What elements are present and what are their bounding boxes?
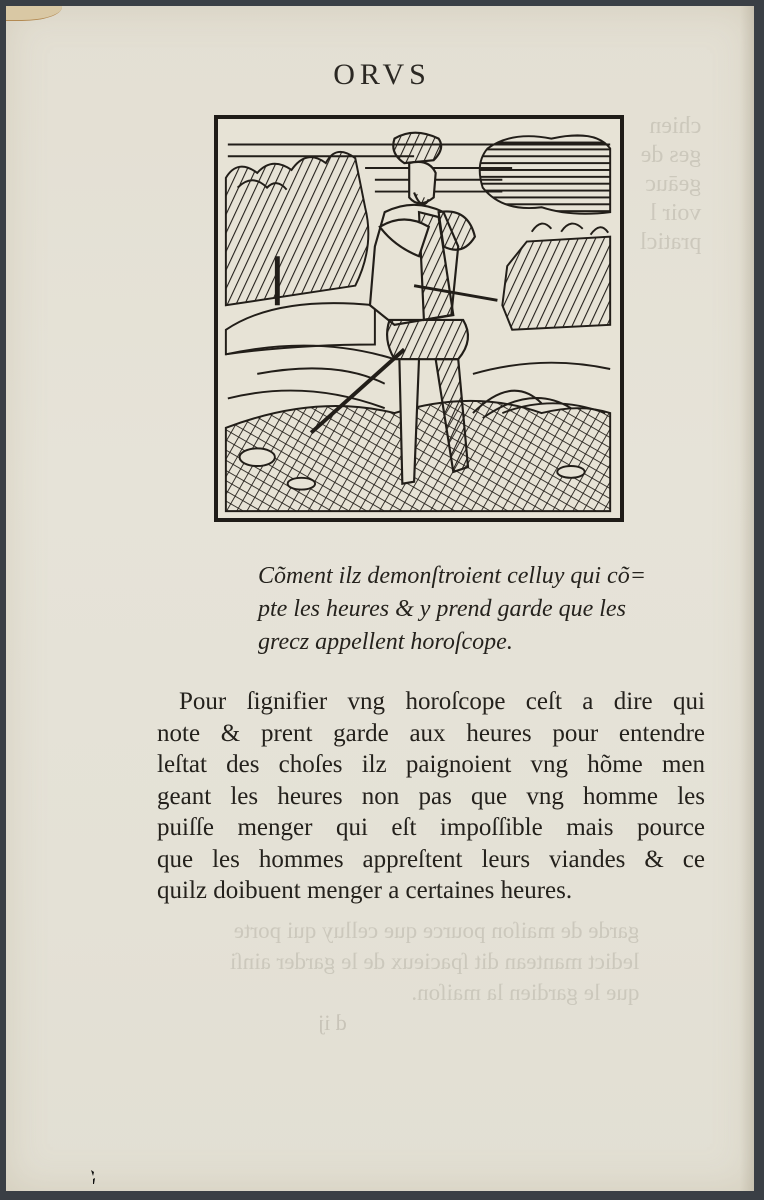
body-line: note & prent garde aux heures pour entendre xyxy=(157,719,705,747)
show-through-line: voir l xyxy=(649,200,702,226)
show-through-line: ledict mantean dit ſpacieux de le garder ainſi xyxy=(230,949,640,974)
body-paragraph xyxy=(157,686,705,907)
ink-speck-icon xyxy=(90,1170,96,1184)
page-corner-fold xyxy=(6,6,62,21)
body-line: geant les heures non pas que vng homme les xyxy=(157,782,705,810)
show-through-line: praticl xyxy=(640,229,702,255)
caption-line: Cõment ilz demonſtroient celluy qui cõ= xyxy=(258,563,646,589)
show-through-line: que le gardien la maiſon. xyxy=(411,980,640,1005)
running-head: ORVS xyxy=(333,58,431,91)
woodcut-image-icon xyxy=(218,119,620,518)
show-through-line: chien xyxy=(649,113,702,139)
body-line: leſtat des choſes ilz paignoient vng hõme men xyxy=(157,751,705,778)
show-through-signature: d ij xyxy=(318,1010,347,1035)
body-line: puiſſe menger qui eſt impoſſible mais pource xyxy=(157,814,705,841)
caption-line: pte les heures & y prend garde que les xyxy=(258,596,626,622)
body-line: Pour ſignifier vng horoſcope ceſt a dire qui xyxy=(179,688,705,715)
woodcut-caption xyxy=(258,560,708,659)
body-line: que les hommes appreſtent leurs viandes & ce xyxy=(157,845,705,873)
show-through-top-right xyxy=(640,112,701,257)
woodcut-illustration xyxy=(214,115,624,522)
caption-line: grecz appellent horoſcope. xyxy=(258,629,513,655)
body-line: quilz doibuent menger a certaines heures. xyxy=(157,877,573,904)
show-through-line: geāuc xyxy=(645,171,702,197)
show-through-bottom xyxy=(230,915,639,1008)
show-through-line: ges de xyxy=(640,142,702,168)
show-through-line: garde de maiſon pource que celluy qui porte xyxy=(233,918,640,943)
